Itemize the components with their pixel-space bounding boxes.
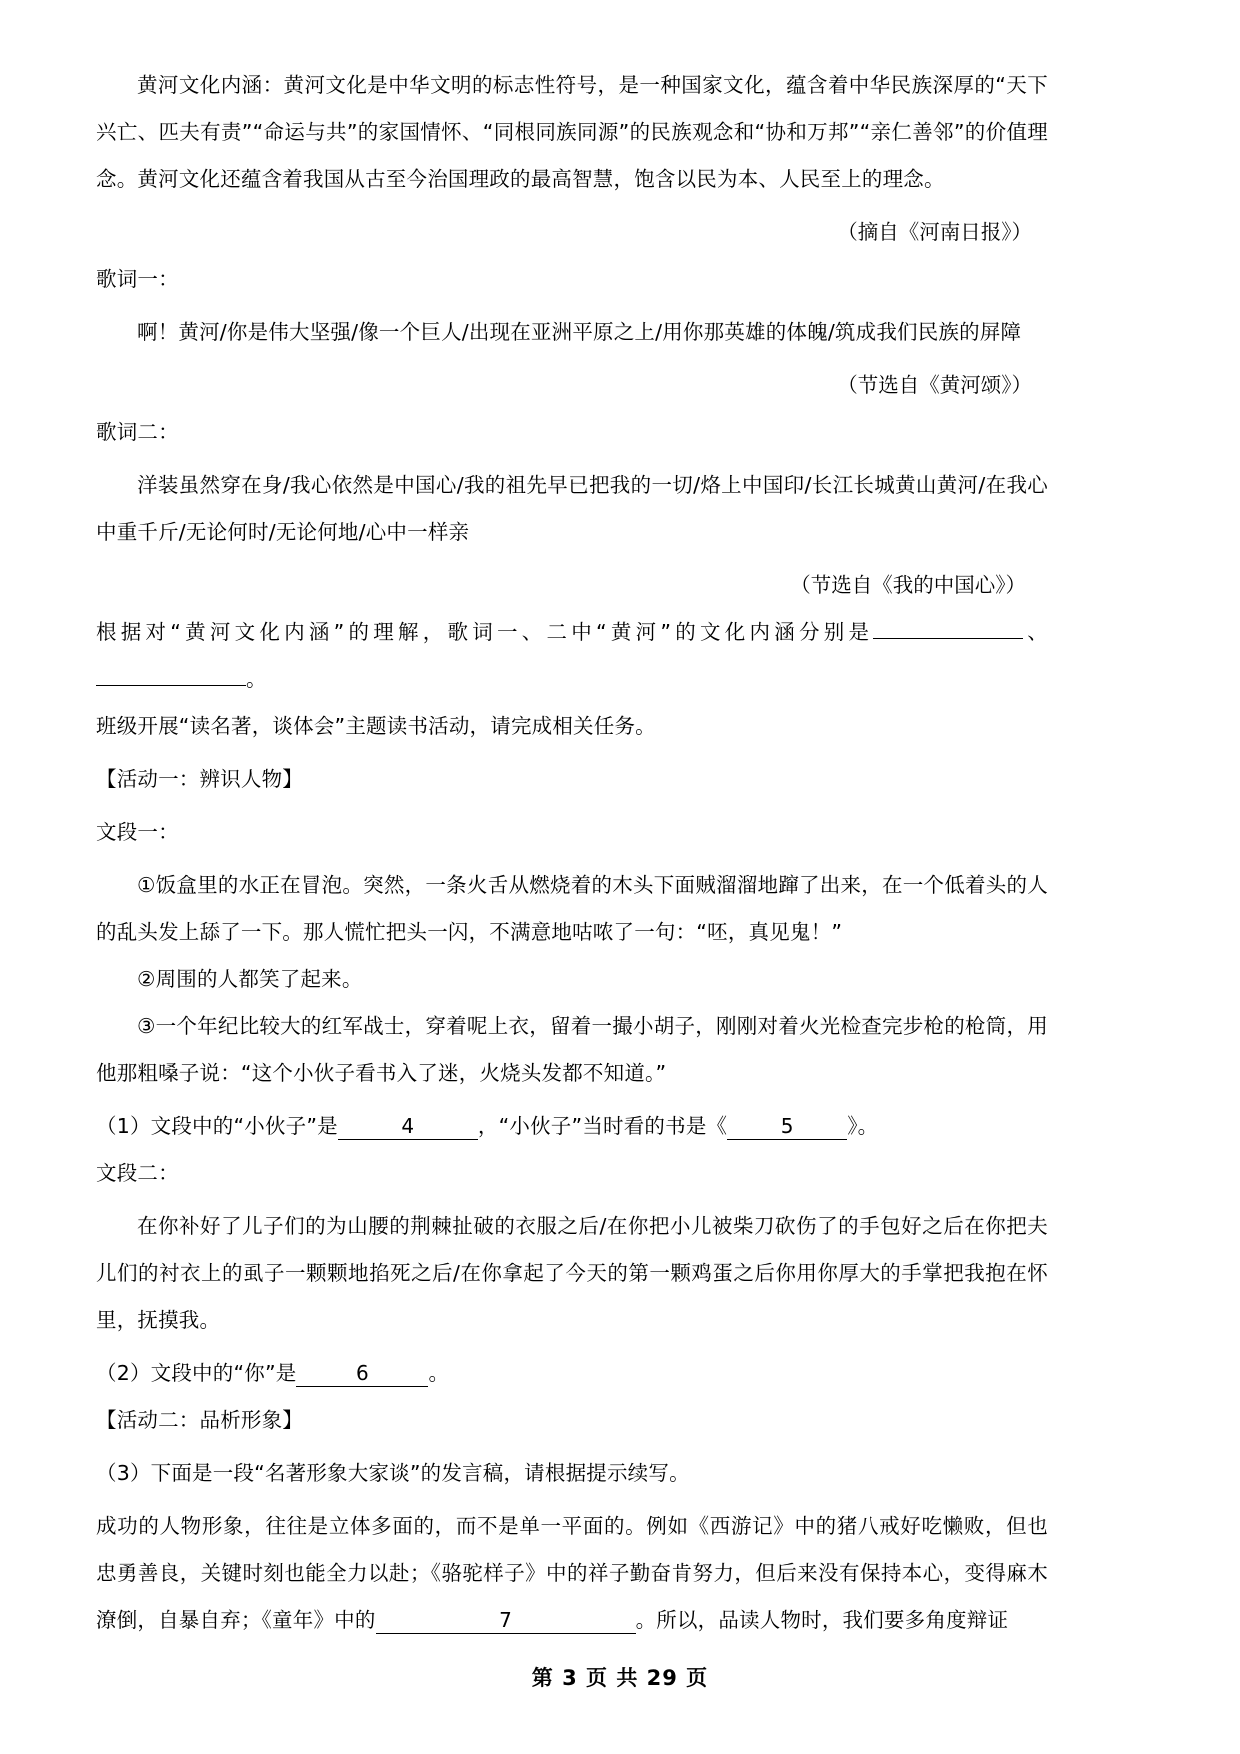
question-3-body-part-1: 成功的人物形象，往往是立体多面的，而不是单一平面的。例如《西游记》中的猪八戒好吃懒败，但也忠勇善良，关键时刻也能全力以赴；《骆驼样子》中的祥子勤奋肯努力，但后来没有保持本心，变得麻木潦倒，自暴自弃；《童年》中的	[96, 1514, 1048, 1632]
source-huanghe-song: （节选自《黄河颂》）	[837, 373, 1032, 397]
question-3-prompt: （3）下面是一段“名著形象大家谈”的发言稿，请根据提示续写。	[96, 1461, 690, 1485]
lyrics-two-text: 洋装虽然穿在身/我心依然是中国心/我的祖先早已把我的一切/烙上中国印/长江长城黄山黄河/在我心中重千斤/无论何时/无论何地/心中一样亲	[96, 473, 1048, 544]
label-passage-two: 文段二：	[96, 1161, 179, 1185]
lyrics-one-text: 啊！黄河/你是伟大坚强/像一个巨人/出现在亚洲平原之上/用你那英雄的体魄/筑成我们民族的屏障	[137, 320, 1022, 344]
question-cultural-connotation	[96, 609, 1048, 703]
question-1-part-1: （1）文段中的“小伙子”是	[96, 1114, 338, 1138]
question-3-body	[96, 1503, 1048, 1644]
question-2-part-2: 。	[428, 1361, 450, 1385]
passage-two-text: 在你补好了儿子们的为山腰的荆棘扯破的衣服之后/在你把小儿被柴刀砍伤了的手包好之后在你把夫儿们的衬衣上的虱子一颗颗地掐死之后/在你拿起了今天的第一颗鸡蛋之后你用你厚大的手掌把我抱在怀里，抚摸我。	[96, 1214, 1048, 1332]
answer-blank-4[interactable]: 4	[338, 1113, 478, 1140]
answer-blank-2[interactable]	[96, 659, 246, 686]
source-henan-daily: （摘自《河南日报》）	[837, 220, 1032, 244]
label-lyrics-two: 歌词二：	[96, 420, 179, 444]
question-3-body-part-2: 。所以，品读人物时，我们要多角度辩证	[635, 1608, 1009, 1632]
source-zhongguoxin: （节选自《我的中国心》）	[790, 573, 1026, 597]
page-footer: 第 3 页 共 29 页	[531, 1666, 709, 1690]
label-passage-one: 文段一：	[96, 820, 179, 844]
passage-one-paragraph-2: ②周围的人都笑了起来。	[137, 967, 363, 991]
question-prefix-text: 根据对“黄河文化内涵”的理解，歌词一、二中“黄河”的文化内涵分别是	[96, 620, 874, 644]
question-1-part-3: 》。	[847, 1114, 879, 1138]
activity-one-heading: 【活动一：辨识人物】	[96, 767, 303, 791]
question-1-part-2: ，“小伙子”当时看的书是《	[477, 1114, 728, 1138]
answer-blank-6[interactable]: 6	[296, 1360, 428, 1387]
activity-two-heading: 【活动二：品析形象】	[96, 1408, 303, 1432]
paragraph-huanghe-culture: 黄河文化内涵：黄河文化是中华文明的标志性符号，是一种国家文化，蕴含着中华民族深厚的“天下兴亡、匹夫有责”“命运与共”的家国情怀、“同根同族同源”的民族观念和“协和万邦”“亲仁善邻”的价值理念。黄河文化还蕴含着我国从古至今治国理政的最高智慧，饱含以民为本、人民至上的理念。	[96, 73, 1048, 191]
question-2-part-1: （2）文段中的“你”是	[96, 1361, 297, 1385]
answer-blank-7[interactable]: 7	[376, 1607, 636, 1634]
question-suffix-text: 。	[246, 667, 267, 691]
class-activity-intro: 班级开展“读名著，谈体会”主题读书活动，请完成相关任务。	[96, 714, 656, 738]
page-body	[96, 62, 1048, 1644]
passage-one-paragraph-3: ③一个年纪比较大的红军战士，穿着呢上衣，留着一撮小胡子，刚刚对着火光检查完步枪的枪筒，用他那粗嗓子说：“这个小伙子看书入了迷，火烧头发都不知道。”	[96, 1014, 1048, 1085]
label-lyrics-one: 歌词一：	[96, 267, 179, 291]
answer-blank-1[interactable]	[873, 612, 1023, 639]
question-separator: 、	[1023, 620, 1048, 644]
passage-one-paragraph-1: ①饭盒里的水正在冒泡。突然，一条火舌从燃烧着的木头下面贼溜溜地蹿了出来，在一个低着头的人的乱头发上舔了一下。那人慌忙把头一闪，不满意地咕哝了一句：“呸，真见鬼！”	[96, 873, 1048, 944]
question-2	[96, 1350, 1048, 1397]
question-1	[96, 1103, 1048, 1150]
answer-blank-5[interactable]: 5	[727, 1113, 847, 1140]
